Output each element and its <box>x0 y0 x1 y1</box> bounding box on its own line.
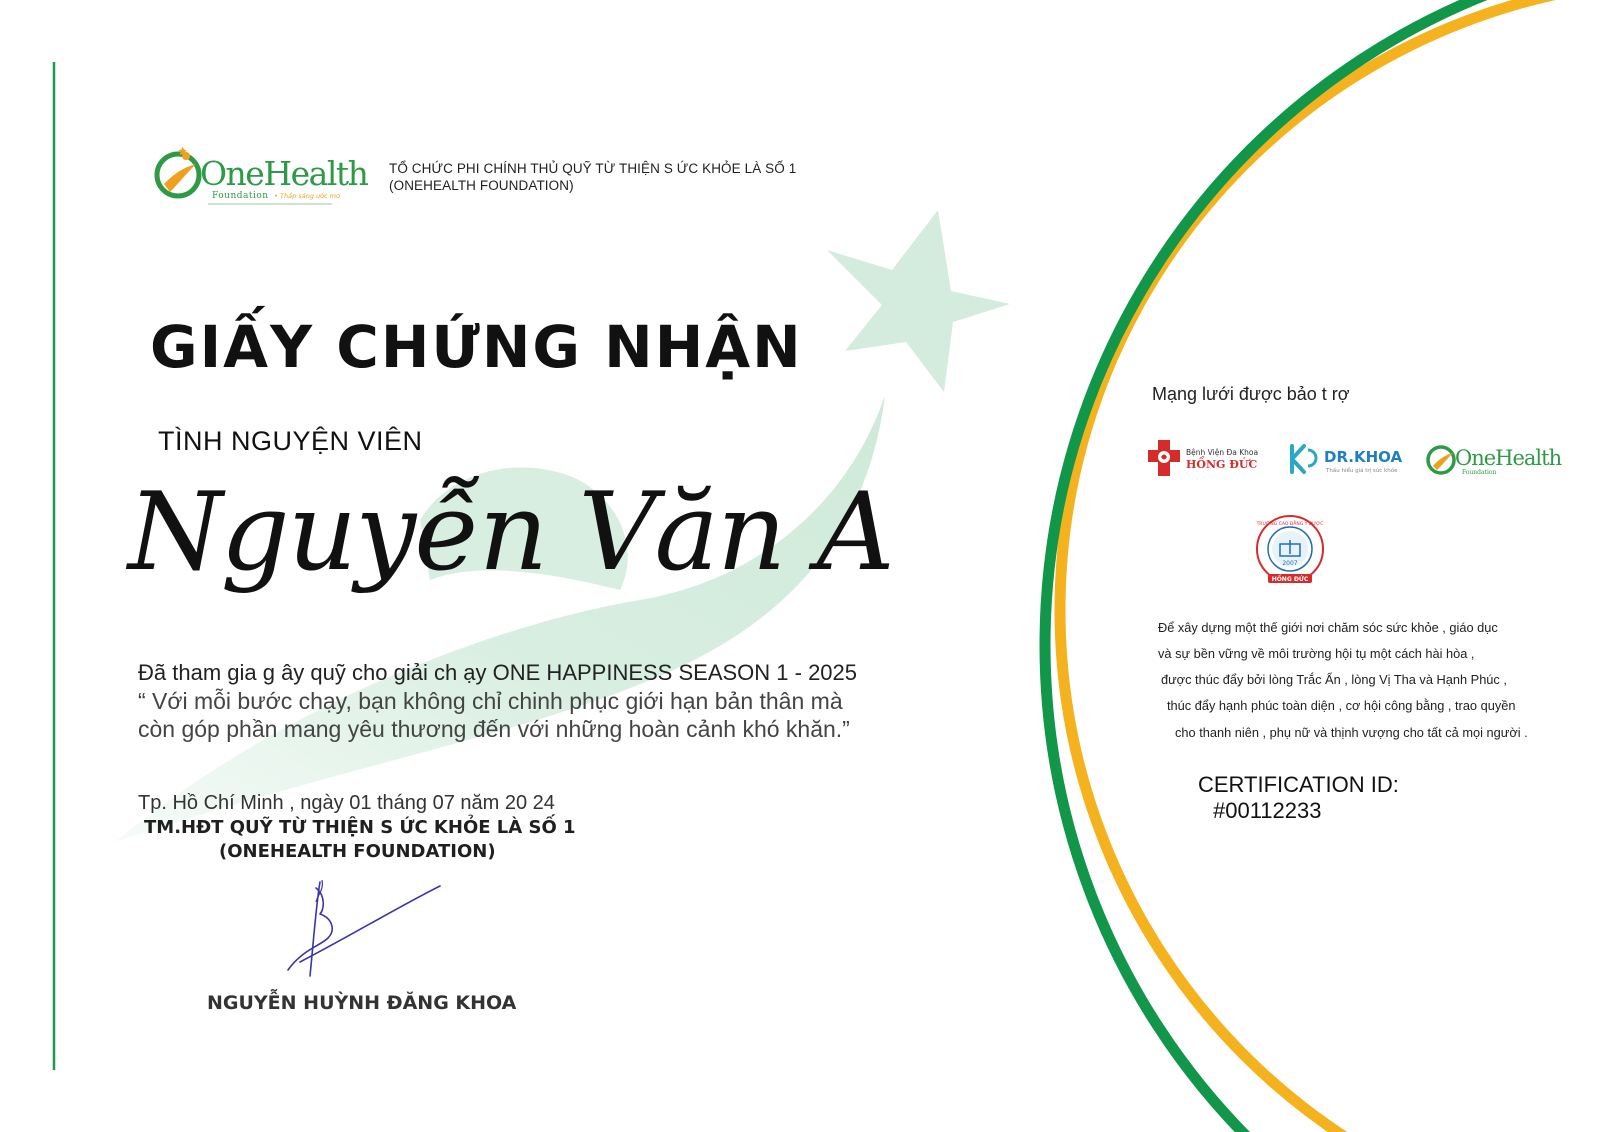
handwritten-signature <box>280 876 450 986</box>
certification-id-label: CERTIFICATION ID: <box>1198 772 1399 797</box>
svg-text:OneHealth: OneHealth <box>1455 446 1562 470</box>
svg-text:Thấu hiểu giá trị sức khỏe: Thấu hiểu giá trị sức khỏe <box>1326 468 1398 474</box>
quote-line-1: “ Với mỗi bước chạy, bạn không chỉ chinh phục giới hạn bản thân mà <box>138 688 843 714</box>
certificate-title: GIẤY CHỨNG NHẬN <box>150 313 803 381</box>
onehealth-logo-icon <box>152 146 368 210</box>
mission-line-2: và sự bền vững về môi trường hội tụ một cách hài hòa , <box>1158 646 1475 661</box>
partner-drkhoa-logo <box>1288 440 1403 480</box>
signing-org-line-2: (ONEHEALTH FOUNDATION) <box>219 841 496 862</box>
svg-text:Foundation: Foundation <box>212 191 269 201</box>
issue-date: Tp. Hồ Chí Minh , ngày 01 tháng 07 năm 20 24 <box>138 792 555 814</box>
hospital-cross-icon <box>1148 440 1258 480</box>
recipient-name: Nguyễn Văn A <box>128 470 893 595</box>
svg-text:Foundation: Foundation <box>1462 469 1497 476</box>
svg-text:TRƯỜNG CAO ĐẲNG Y DƯỢC: TRƯỜNG CAO ĐẲNG Y DƯỢC <box>1256 522 1324 527</box>
signer-name: NGUYỄN HUỲNH ĐĂNG KHOA <box>207 992 517 1014</box>
svg-text:OneHealth: OneHealth <box>200 154 368 193</box>
signing-org-line-1: TM.HĐT QUỸ TỪ THIỆN S ỨC KHỎE LÀ SỐ 1 <box>144 817 576 838</box>
arc-orange <box>1060 0 1600 1132</box>
swoosh-tail <box>115 395 885 842</box>
participation-description: Đã tham gia g ây quỹ cho giải ch ạy ONE HAPPINESS SEASON 1 - 2025 <box>138 660 858 685</box>
quote-line-2: còn góp phần mang yêu thương đến với những hoàn cảnh khó khăn.” <box>138 716 850 742</box>
certificate-role: TÌNH NGUYỆN VIÊN <box>158 426 423 456</box>
partner-hospital-logo <box>1148 440 1258 480</box>
svg-text:HỒNG ĐỨC: HỒNG ĐỨC <box>1186 458 1258 471</box>
partner-onehealth-logo <box>1426 441 1562 481</box>
decorative-star <box>827 210 1010 392</box>
mission-line-3: được thúc đẩy bởi lòng Trắc Ẩn , lòng Vị Tha và Hạnh Phúc , <box>1161 672 1507 687</box>
onehealth-small-icon <box>1426 441 1562 481</box>
org-name-line-1: TỔ CHỨC PHI CHÍNH THỦ QUỸ TỪ THIỆN S ỨC KHỎE LÀ SỐ 1 <box>389 161 797 176</box>
drkhoa-icon <box>1288 440 1403 480</box>
college-seal-icon <box>1254 514 1326 588</box>
svg-text:HỒNG ĐỨC: HỒNG ĐỨC <box>1271 576 1309 583</box>
mission-line-5: cho thanh niên , phụ nữ và thịnh vượng cho tất cả mọi người . <box>1175 725 1528 740</box>
mission-line-1: Để xây dựng một thế giới nơi chăm sóc sức khỏe , giáo dục <box>1158 620 1498 635</box>
svg-text:Bệnh Viện Đa Khoa: Bệnh Viện Đa Khoa <box>1186 448 1259 457</box>
svg-text:2007: 2007 <box>1282 560 1298 567</box>
mission-line-4: thúc đẩy hạnh phúc toàn diện , cơ hội công bằng , trao quyền <box>1167 698 1516 713</box>
partner-college-seal <box>1254 514 1326 588</box>
svg-text:•: • <box>274 192 278 200</box>
org-name-line-2: (ONEHEALTH FOUNDATION) <box>389 178 574 193</box>
certification-id-value: #00112233 <box>1213 798 1322 823</box>
sponsor-network-label: Mạng lưới được bảo t rợ <box>1152 384 1350 404</box>
svg-text:DR.KHOA: DR.KHOA <box>1324 448 1403 466</box>
onehealth-logo <box>152 146 368 210</box>
svg-text:Thắp sáng ước mơ: Thắp sáng ước mơ <box>280 192 340 200</box>
